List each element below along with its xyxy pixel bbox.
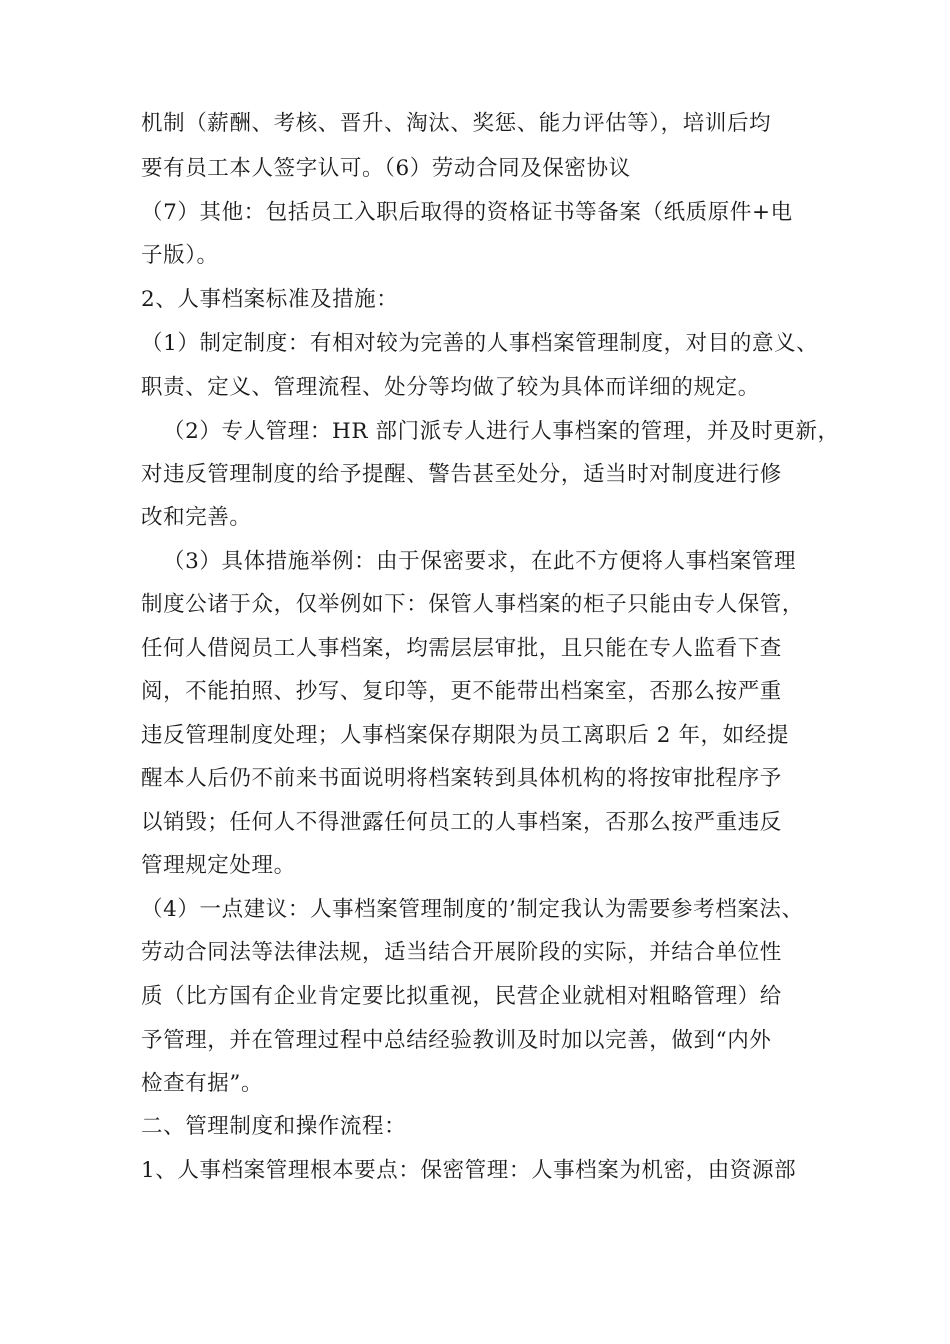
text-line: 任何人借阅员工人事档案，均需层层审批，且只能在专人监看下查	[141, 636, 782, 661]
text-line: （2）专人管理：HR 部门派专人进行人事档案的管理，并及时更新，	[163, 419, 840, 444]
text-line: （1）制定制度：有相对较为完善的人事档案管理制度，对目的意义、	[141, 331, 819, 356]
text-line: 职责、定义、管理流程、处分等均做了较为具体而详细的规定。	[141, 375, 760, 400]
text-line: 子版）。	[141, 243, 219, 268]
text-line: 醒本人后仍不前来书面说明将档案转到具体机构的将按审批程序予	[141, 766, 782, 791]
text-line: （3）具体措施举例：由于保密要求，在此不方便将人事档案管理	[163, 549, 797, 574]
text-line: 机制（薪酬、考核、晋升、淘汰、奖惩、能力评估等），培训后均	[141, 111, 772, 136]
text-line: 予管理，并在管理过程中总结经验教训及时加以完善，做到“内外	[141, 1028, 772, 1053]
text-line: 对违反管理制度的给予提醒、警告甚至处分，适当时对制度进行修	[141, 462, 782, 487]
text-line: 改和完善。	[141, 505, 252, 530]
text-line: 制度公诸于众，仅举例如下：保管人事档案的柜子只能由专人保管，	[141, 592, 805, 617]
text-line: 1、人事档案管理根本要点：保密管理：人事档案为机密，由资源部	[141, 1158, 797, 1183]
text-line: 劳动合同法等法律法规，适当结合开展阶段的实际，并结合单位性	[141, 940, 782, 965]
text-line: 阅，不能拍照、抄写、复印等，更不能带出档案室，否那么按严重	[141, 679, 782, 704]
text-line: （7）其他：包括员工入职后取得的资格证书等备案（纸质原件+电	[141, 200, 793, 225]
text-line: 检查有据”。	[141, 1071, 264, 1096]
text-line: 以销毁；任何人不得泄露任何员工的人事档案，否那么按严重违反	[141, 810, 782, 835]
text-line: 管理规定处理。	[141, 853, 296, 878]
text-line: 要有员工本人签字认可。（6）劳动合同及保密协议	[141, 156, 631, 181]
section-heading: 二、管理制度和操作流程：	[141, 1114, 407, 1139]
text-line: （4）一点建议：人事档案管理制度的’制定我认为需要参考档案法、	[141, 897, 804, 922]
text-line: 质（比方国有企业肯定要比拟重视，民营企业就相对粗略管理）给	[141, 984, 782, 1009]
text-line: 违反管理制度处理；人事档案保存期限为员工离职后 2 年，如经提	[141, 723, 789, 748]
section-heading: 2、人事档案标准及措施：	[141, 287, 399, 312]
